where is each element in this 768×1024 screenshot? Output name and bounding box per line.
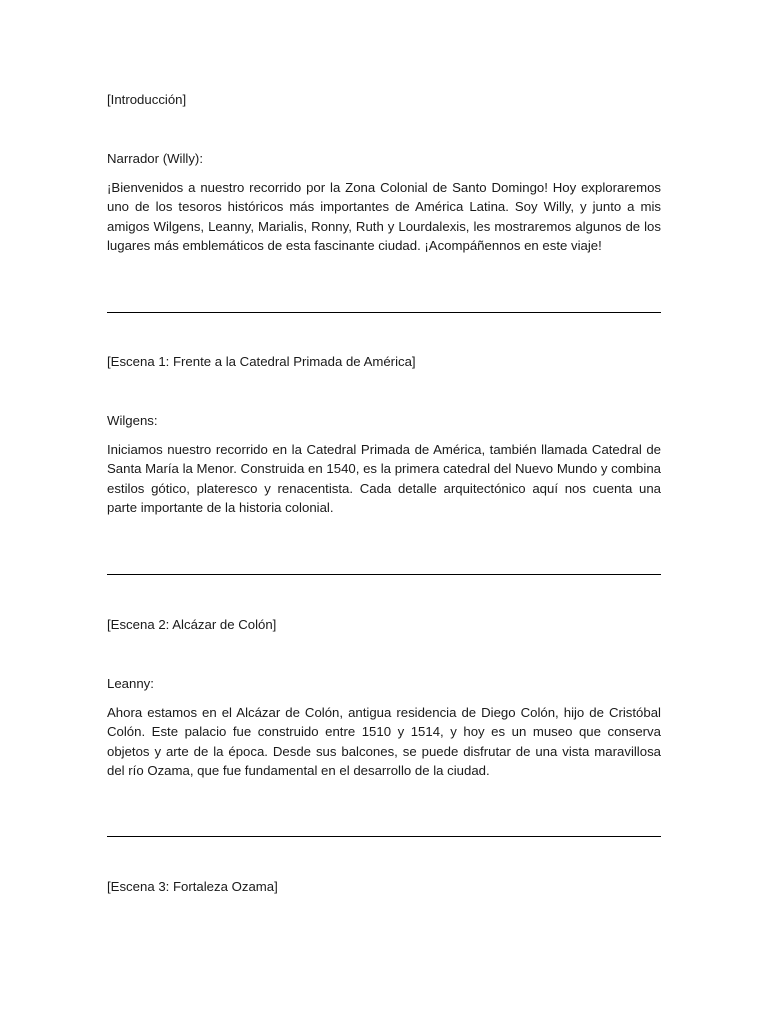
- intro-speaker: Narrador (Willy):: [107, 151, 203, 166]
- section-divider: [107, 836, 661, 837]
- scene-2-heading: [Escena 2: Alcázar de Colón]: [107, 617, 277, 632]
- section-divider: [107, 312, 661, 313]
- scene-2-speaker: Leanny:: [107, 676, 154, 691]
- section-divider: [107, 574, 661, 575]
- scene-3-heading: [Escena 3: Fortaleza Ozama]: [107, 879, 278, 894]
- scene-2-paragraph: Ahora estamos en el Alcázar de Colón, antigua residencia de Diego Colón, hijo de Cristóbal Colón. Este palacio fue construido entre 1510 y 1514, y hoy es un museo que conserva objetos y arte de la época. Desde sus balcones, se puede disfrutar de una vista maravillosa del río Ozama, que fue fundamental en el desarrollo de la ciudad.: [107, 705, 661, 778]
- scene-1-paragraph: Iniciamos nuestro recorrido en la Catedral Primada de América, también llamada Catedral de Santa María la Menor. Construida en 1540, es la primera catedral del Nuevo Mundo y combina estilos gótico, plateresco y renacentista. Cada detalle arquitectónico aquí nos cuenta una parte importante de la historia colonial.: [107, 442, 661, 515]
- scene-1-speaker: Wilgens:: [107, 413, 158, 428]
- intro-heading: [Introducción]: [107, 92, 187, 107]
- scene-1-heading: [Escena 1: Frente a la Catedral Primada de América]: [107, 354, 416, 369]
- intro-paragraph: ¡Bienvenidos a nuestro recorrido por la Zona Colonial de Santo Domingo! Hoy exploraremos uno de los tesoros históricos más importantes de América Latina. Soy Willy, y junto a mis amigos Wilgens, Leanny, Marialis, Ronny, Ruth y Lourdalexis, les mostraremos algunos de los lugares más emblemáticos de esta fascinante ciudad. ¡Acompáñennos en este viaje!: [107, 180, 661, 253]
